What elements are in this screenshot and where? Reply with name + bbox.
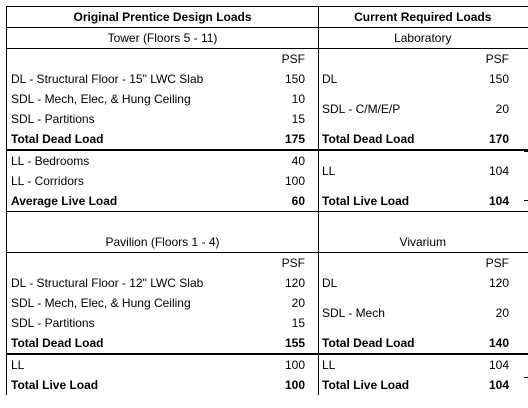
table-row [7, 171, 319, 191]
table-row [318, 69, 528, 89]
total-dead-value: 140 [488, 336, 509, 350]
avg-live-label: Average Live Load [11, 194, 118, 208]
ll-label: LL [7, 354, 275, 375]
pavilion-title: Pavilion (Floors 1 - 4) [105, 235, 220, 249]
table-row [7, 89, 319, 109]
total-dead-label: Total Dead Load [11, 336, 104, 350]
ll-value: 100 [275, 354, 319, 375]
table-row [7, 375, 319, 395]
table-row [318, 49, 528, 70]
table-row [318, 89, 528, 109]
pavilion-title-row [7, 232, 319, 253]
total-live-value: 100 [284, 378, 306, 392]
total-live-value: 104 [488, 194, 509, 208]
spacer-row [7, 212, 319, 233]
sdl-label: SDL - Mech [322, 306, 385, 320]
psf-label: PSF [275, 49, 319, 70]
row-value: 150 [284, 72, 306, 86]
table-row [7, 150, 319, 171]
cell-edge-mark [524, 200, 528, 201]
row-label: SDL - Mech, Elec, & Hung Ceiling [11, 92, 191, 106]
ll-value: 104 [468, 150, 522, 191]
table-row [318, 375, 528, 395]
dl-label: DL [322, 72, 338, 86]
row-value: 40 [275, 150, 319, 171]
viv-title-row [318, 232, 528, 253]
cell-edge-mark [524, 151, 528, 152]
table-row [7, 293, 319, 313]
table-row [318, 253, 528, 274]
total-dead-value: 170 [488, 132, 509, 146]
dl-value: 120 [488, 276, 509, 290]
psf-label: PSF [468, 253, 522, 274]
total-live-value: 104 [488, 378, 509, 392]
row-label: SDL - Mech, Elec, & Hung Ceiling [11, 296, 191, 310]
total-live-label: Total Live Load [322, 194, 410, 208]
ll-label: LL [318, 354, 468, 375]
row-label: SDL - Partitions [11, 316, 95, 330]
total-live-label: Total Live Load [322, 378, 410, 392]
row-label: LL - Bedrooms [7, 150, 275, 171]
dl-label: DL [322, 276, 338, 290]
avg-live-value: 60 [291, 194, 306, 208]
current-required-loads-table [318, 6, 528, 395]
table-row [7, 129, 319, 150]
lab-title-row [318, 28, 528, 49]
table-row [7, 273, 319, 293]
table-row [318, 191, 528, 212]
row-label: SDL - Partitions [11, 112, 95, 126]
total-dead-label: Total Dead Load [11, 132, 104, 146]
row-value: 10 [291, 92, 306, 106]
ll-label: LL [318, 150, 468, 191]
row-label: DL - Structural Floor - 15" LWC Slab [11, 72, 204, 86]
total-dead-label: Total Dead Load [322, 132, 415, 146]
table-row [7, 333, 319, 354]
row-label: DL - Structural Floor - 12" LWC Slab [11, 276, 204, 290]
total-dead-value: 155 [284, 336, 306, 350]
row-value: 120 [284, 276, 306, 290]
psf-label: PSF [275, 253, 319, 274]
spacer-row [318, 212, 528, 233]
table-row [318, 293, 528, 313]
table-row [7, 313, 319, 333]
tower-title-row [7, 28, 319, 49]
sdl-label: SDL - C/M/E/P [322, 102, 401, 116]
vivarium-title: Vivarium [399, 235, 446, 249]
table-row [7, 253, 319, 274]
table-row [318, 150, 528, 171]
table-row [318, 273, 528, 293]
table-row [318, 129, 528, 150]
table-row [7, 109, 319, 129]
table-row [7, 49, 319, 70]
ll-value: 104 [468, 354, 522, 375]
table-row [7, 191, 319, 212]
total-dead-label: Total Dead Load [322, 336, 415, 350]
row-value: 15 [291, 316, 306, 330]
psf-label: PSF [468, 49, 522, 70]
sdl-value: 20 [495, 306, 509, 320]
total-live-label: Total Live Load [11, 378, 99, 392]
header-row [318, 7, 528, 28]
row-label: LL - Corridors [11, 174, 84, 188]
sdl-value: 20 [495, 102, 509, 116]
original-design-loads-table [6, 6, 319, 395]
laboratory-title: Laboratory [318, 28, 528, 49]
header-row [7, 7, 319, 28]
table-row [7, 354, 319, 375]
cell-edge-mark [524, 377, 528, 378]
row-value: 15 [291, 112, 306, 126]
dl-value: 150 [488, 72, 509, 86]
tower-title: Tower (Floors 5 - 11) [7, 28, 319, 49]
row-value: 20 [291, 296, 306, 310]
original-loads-header: Original Prentice Design Loads [7, 7, 319, 28]
total-dead-value: 175 [284, 132, 306, 146]
table-row [318, 333, 528, 354]
row-value: 100 [284, 174, 306, 188]
current-loads-header: Current Required Loads [318, 7, 528, 28]
table-row [7, 69, 319, 89]
table-row [318, 354, 528, 375]
